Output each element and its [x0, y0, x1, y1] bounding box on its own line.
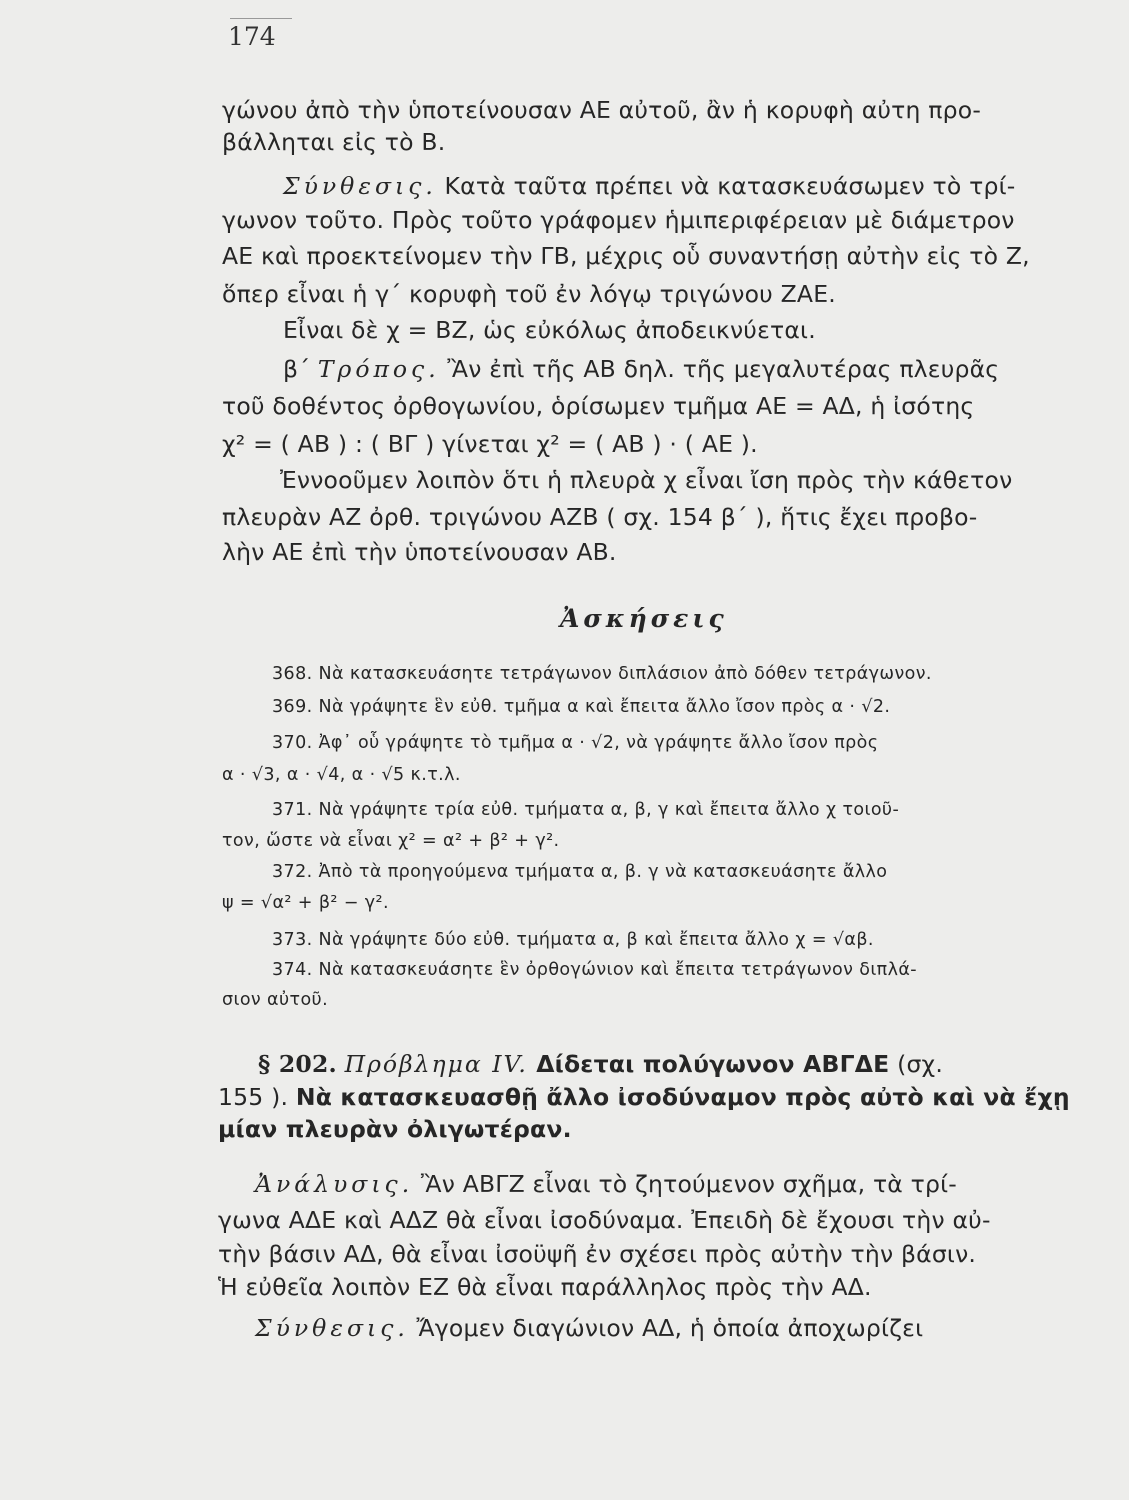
text-span: Ἄγομεν διαγώνιον ΑΔ, ἡ ὁποία ἀποχωρίζει: [408, 1314, 924, 1342]
exercise-370-cont: α · √3, α · √4, α · √5 κ.τ.λ.: [222, 765, 461, 785]
exercise-372: 372. Ἀπὸ τὰ προηγούμενα τμήματα α, β. γ νὰ κατασκευάσητε ἄλλο: [272, 862, 888, 882]
text-line: πλευρὰν ΑΖ ὀρθ. τριγώνου ΑΖΒ ( σχ. 154 β΄ ), ἥτις ἔχει προβο-: [222, 503, 978, 531]
exercise-368: 368. Νὰ κατασκευάσητε τετράγωνον διπλάσιον ἀπὸ δόθεν τετράγωνον.: [272, 664, 932, 684]
text-span: Ἂν ἐπὶ τῆς ΑΒ δηλ. τῆς μεγαλυτέρας πλευρᾶς: [439, 355, 1000, 383]
text-span: β΄: [283, 355, 318, 383]
math-line: χ² = ( ΑΒ ) : ( ΒΓ ) γίνεται χ² = ( ΑΒ ) · ( ΑΕ ).: [222, 430, 758, 458]
method-paragraph-start: [283, 355, 999, 383]
exercise-370: 370. Ἀφ᾽ οὗ γράψητε τὸ τμῆμα α · √2, νὰ γράψητε ἄλλο ἴσον πρὸς: [272, 733, 879, 753]
text-line: ΑΕ καὶ προεκτείνομεν τὴν ΓΒ, μέχρις οὗ συναντήσῃ αὐτὴν εἰς τὸ Ζ,: [222, 242, 1030, 270]
text-span: 155 ).: [218, 1083, 296, 1111]
exercises-heading: Ἀσκήσεις: [560, 604, 728, 633]
problem-label: Πρόβλημα IV.: [344, 1050, 528, 1078]
text-span: Δίδεται πολύγωνον ΑΒΓΔΕ: [527, 1050, 890, 1078]
top-rule: [230, 18, 292, 19]
section-202-line3: μίαν πλευρὰν ὀλιγωτέραν.: [218, 1115, 572, 1143]
section-202-line2: [218, 1083, 1070, 1111]
synthesis-label: Σύνθεσις.: [255, 1314, 409, 1342]
text-span: Ἂν ΑΒΓΖ εἶναι τὸ ζητούμενον σχῆμα, τὰ τρί-: [413, 1170, 957, 1198]
exercise-369: 369. Νὰ γράψητε ἓν εὐθ. τμῆμα α καὶ ἔπειτα ἄλλο ἴσον πρὸς α · √2.: [272, 697, 891, 717]
text-line: γωνον τοῦτο. Πρὸς τοῦτο γράφομεν ἡμιπεριφέρειαν μὲ διάμετρον: [222, 206, 1015, 234]
text-line: γωνα ΑΔΕ καὶ ΑΔΖ θὰ εἶναι ἰσοδύναμα. Ἐπειδὴ δὲ ἔχουσι τὴν αὐ-: [218, 1206, 991, 1234]
text-line: γώνου ἀπὸ τὴν ὑποτείνουσαν ΑΕ αὐτοῦ, ἂν ἡ κορυφὴ αὐτη προ-: [222, 96, 982, 124]
section-202-title: [258, 1050, 943, 1078]
exercise-374: 374. Νὰ κατασκευάσητε ἓν ὀρθογώνιον καὶ ἔπειτα τετράγωνον διπλά-: [272, 960, 918, 980]
synthesis2-paragraph-start: [255, 1314, 923, 1342]
section-number: § 202.: [258, 1050, 337, 1078]
text-line: ὅπερ εἶναι ἡ γ΄ κορυφὴ τοῦ ἐν λόγῳ τριγώνου ΖΑΕ.: [222, 280, 836, 308]
analysis-paragraph-start: [255, 1170, 957, 1198]
exercise-373: 373. Νὰ γράψητε δύο εὐθ. τμήματα α, β καὶ ἔπειτα ἄλλο χ = √αβ.: [272, 930, 874, 950]
synthesis-label: Σύνθεσις.: [283, 172, 437, 200]
text-line: Ἡ εὐθεῖα λοιπὸν ΕΖ θὰ εἶναι παράλληλος πρὸς τὴν ΑΔ.: [218, 1273, 872, 1301]
text-line: λὴν ΑΕ ἐπὶ τὴν ὑποτείνουσαν ΑΒ.: [222, 538, 617, 566]
method-label: Τρόπος.: [317, 355, 440, 383]
exercise-371: 371. Νὰ γράψητε τρία εὐθ. τμήματα α, β, γ καὶ ἔπειτα ἄλλο χ τοιοῦ-: [272, 800, 900, 820]
text-line: τοῦ δοθέντος ὀρθογωνίου, ὁρίσωμεν τμῆμα ΑΕ = ΑΔ, ἡ ἰσότης: [222, 392, 975, 420]
exercise-372-cont: ψ = √α² + β² − γ².: [222, 893, 389, 913]
page-number: 174: [228, 22, 276, 51]
text-line: Εἶναι δὲ χ = ΒΖ, ὡς εὐκόλως ἀποδεικνύεται.: [283, 316, 816, 344]
text-span: Κατὰ ταῦτα πρέπει νὰ κατασκευάσωμεν τὸ τρί-: [436, 172, 1016, 200]
synthesis-paragraph-start: [283, 172, 1015, 200]
text-line: βάλληται εἰς τὸ Β.: [222, 128, 446, 156]
exercise-374-cont: σιον αὐτοῦ.: [222, 990, 329, 1010]
text-line: τὴν βάσιν ΑΔ, θὰ εἶναι ἰσοϋψῆ ἐν σχέσει πρὸς αὐτὴν τὴν βάσιν.: [218, 1240, 977, 1268]
text-span: Νὰ κατασκευασθῇ ἄλλο ἰσοδύναμον πρὸς αὐτὸ καὶ νὰ ἔχῃ: [295, 1083, 1070, 1111]
exercise-371-cont: τον, ὥστε νὰ εἶναι χ² = α² + β² + γ².: [222, 831, 560, 851]
analysis-label: Ἀνάλυσις.: [255, 1170, 414, 1198]
text-span: (σχ.: [889, 1050, 943, 1078]
text-line: Ἐννοοῦμεν λοιπὸν ὅτι ἡ πλευρὰ χ εἶναι ἴση πρὸς τὴν κάθετον: [280, 466, 1013, 494]
